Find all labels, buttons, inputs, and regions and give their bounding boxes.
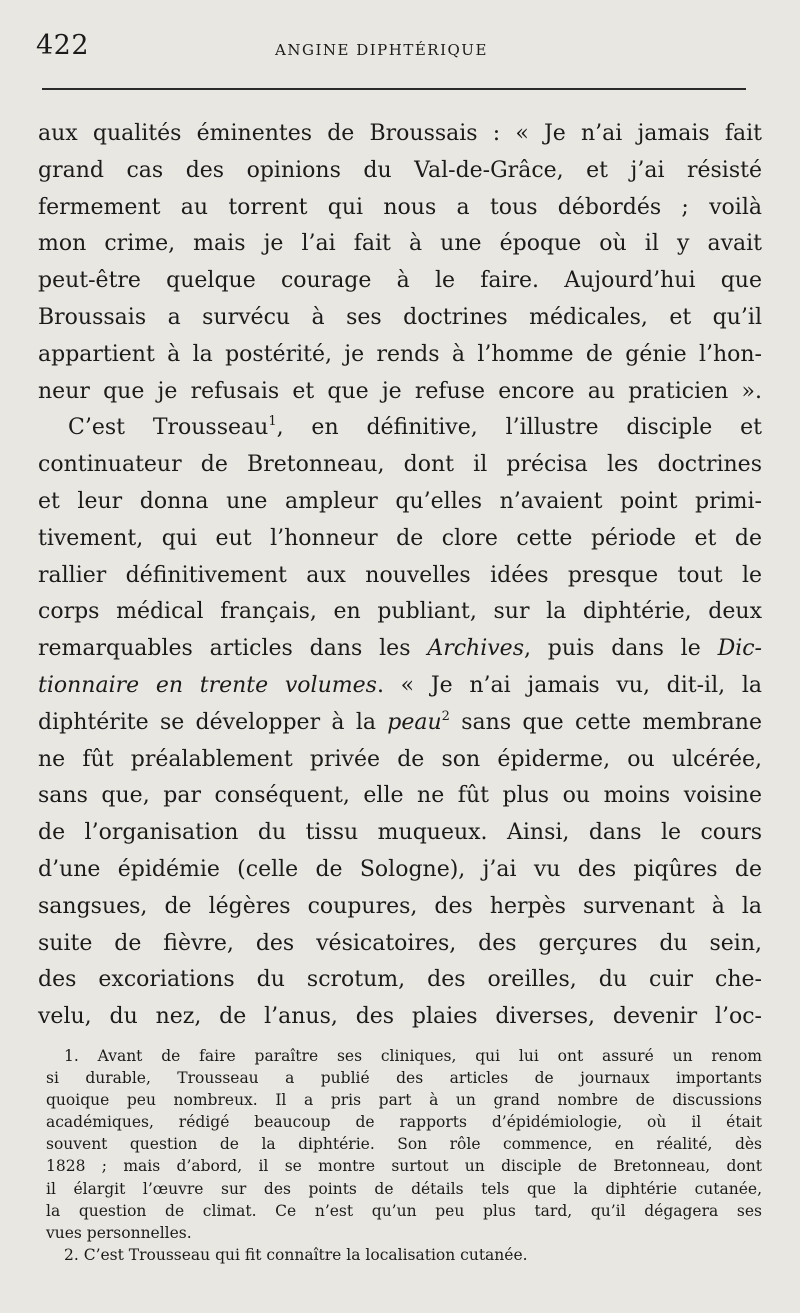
text-line: continuateur de Bretonneau, dont il précisa les doctrines [38,452,762,478]
footnote-line: 1. Avant de faire paraître ses cliniques, qui lui ont assuré un renom [64,1047,762,1065]
text-line [38,631,762,668]
header-rule [42,88,746,90]
page-number: 422 [36,30,90,61]
italic-title: Archives [427,636,524,662]
text-fragment: C’est Trousseau [68,415,269,441]
text-fragment: remarquables articles dans les [38,636,428,662]
text-fragment: sans que cette membrane [449,709,762,735]
text-line: appartient à la postérité, je rends à l’homme de génie l’hon- [38,341,762,367]
footnote-ref-1: 1 [268,414,277,430]
footnote-line: souvent question de la diphtérie. Son rôle commence, en réalité, dès [46,1135,762,1154]
text-line [38,668,762,705]
text-line: ne fût préalablement privée de son épiderme, ou ulcérée, [38,746,762,772]
text-line: corps médical français, en publiant, sur la diphtérie, deux [38,599,762,625]
text-line: et leur donna une ampleur qu’elles n’avaient point primi- [38,488,762,514]
text-line [38,705,762,742]
text-line: des excoriations du scrotum, des oreilles, du cuir che- [38,967,762,993]
running-title: ANGINE DIPHTÉRIQUE [275,41,488,59]
text-fragment: . « Je n’ai jamais vu, dit-il, la [376,672,762,698]
text-fragment: , en définitive, l’illustre disciple et [276,415,762,441]
text-line: suite de fièvre, des vésicatoires, des gerçures du sein, [38,930,762,956]
main-text [38,116,762,1036]
italic-word: peau [387,709,442,735]
text-line: peut-être quelque courage à le faire. Aujourd’hui que [38,268,762,294]
text-line: mon crime, mais je l’ai fait à une époque où il y avait [38,231,762,257]
text-line [38,410,762,447]
text-fragment: diphtérite se développer à la [38,709,388,735]
text-line: fermement au torrent qui nous a tous débordés ; voilà [38,194,762,220]
italic-title: Dic- [717,636,762,662]
page-header [36,30,746,70]
text-line: aux qualités éminentes de Broussais : « Je n’ai jamais fait [38,121,762,146]
footnote-line: il élargit l’œuvre sur des points de détails tels que la diphtérie cutanée, [46,1179,762,1198]
footnote-line: si durable, Trousseau a publié des articles de journaux importants [46,1069,762,1088]
text-line: de l’organisation du tissu muqueux. Ainsi, dans le cours [38,820,762,846]
text-line: d’une épidémie (celle de Sologne), j’ai vu des piqûres de [38,856,762,882]
footnote-ref-2: 2 [441,708,450,724]
text-line: tivement, qui eut l’honneur de clore cette période et de [38,525,762,551]
footnote-line: vues personnelles. [46,1223,192,1242]
text-line: Broussais a survécu à ses doctrines médicales, et qu’il [38,304,762,330]
text-line: neur que je refusais et que je refuse encore au praticien ». [38,378,762,404]
footnote-line: 2. C’est Trousseau qui fit connaître la localisation cutanée. [64,1245,528,1264]
text-line: sans que, par conséquent, elle ne fût plus ou moins voisine [38,783,762,809]
text-line: rallier définitivement aux nouvelles idées presque tout le [38,562,762,588]
text-fragment: , puis dans le [523,636,718,662]
footnote-line: académiques, rédigé beaucoup de rapports d’épidémiologie, où il était [46,1113,762,1132]
footnote-line: 1828 ; mais d’abord, il se montre surtout un disciple de Bretonneau, dont [46,1157,762,1176]
footnote-line: quoique peu nombreux. Il a pris part à un grand nombre de discussions [46,1091,762,1110]
text-line: grand cas des opinions du Val-de-Grâce, et j’ai résisté [38,157,762,183]
italic-title: tionnaire en trente volumes [38,672,377,698]
footnotes [46,1045,762,1266]
text-line: velu, du nez, de l’anus, des plaies diverses, devenir l’oc- [38,1004,762,1030]
footnote-line: la question de climat. Ce n’est qu’un peu plus tard, qu’il dégagera ses [46,1201,762,1220]
text-line: sangsues, de légères coupures, des herpès survenant à la [38,893,762,919]
